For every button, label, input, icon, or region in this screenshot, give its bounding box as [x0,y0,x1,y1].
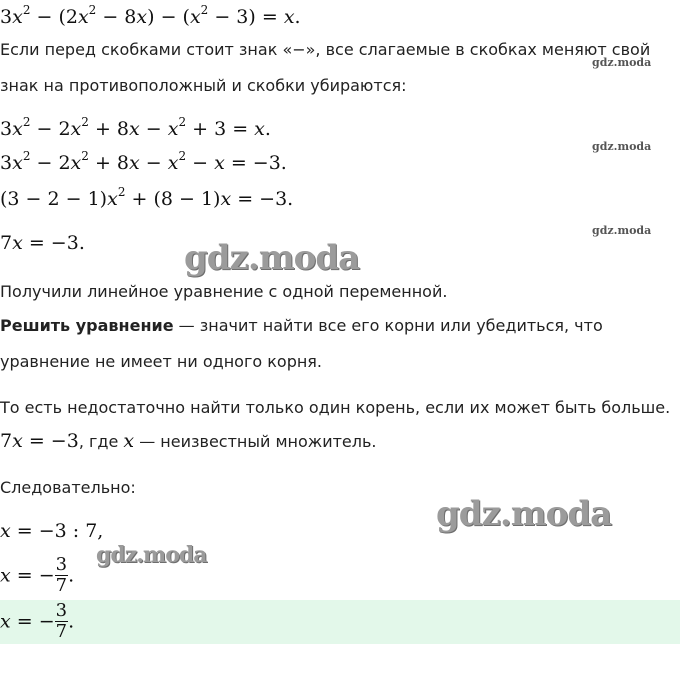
watermark-small-3: gdz.moda [592,224,652,237]
definition-text-1 [0,316,603,336]
answer-equation: x = − $\frac{3}{7}$ . [0,600,75,642]
fraction: $\frac{3}{7}$ [55,554,68,596]
equation-step-3: $(3 - 2 - 1)x^2 + (8 - 1)x = -3$. [0,184,294,210]
equation-original: $3x^2 - (2x^2 - 8x) - (x^2 - 3) = x$. [0,2,301,28]
watermark-medium: gdz.moda [96,542,207,568]
equation-step-2: $3x^2 - 2x^2 + 8x - x^2 - x = -3$. [0,148,287,174]
rule-text-1: Если перед скобками стоит знак «−», все слагаемые в скобках меняют свой [0,40,651,59]
explanation-text: То есть недостаточно найти только один корень, если их может быть больше. [0,398,671,417]
equation-fraction: x = − $\frac{3}{7}$ . [0,554,75,596]
therefore-text: Следовательно: [0,478,136,497]
watermark-large-2: gdz.moda [436,494,612,534]
watermark-small-1: gdz.moda [592,56,652,69]
definition-term: Решить уравнение [0,316,174,335]
unknown-factor-text: 7x = −3, где x — неизвестный множитель. [0,430,377,452]
equation-step-4: 7x = −3. [0,232,85,254]
watermark-large-1: gdz.moda [184,238,360,278]
rule-text-2: знак на противоположный и скобки убираются: [0,76,407,95]
answer-highlight [0,600,680,644]
equation-step-1: $3x^2 - 2x^2 + 8x - x^2 + 3 = x$. [0,114,271,140]
linear-equation-text: Получили линейное уравнение с одной переменной. [0,282,448,301]
definition-text-2: уравнение не имеет ни одного корня. [0,352,323,371]
watermark-small-2: gdz.moda [592,140,652,153]
answer-fraction: $\frac{3}{7}$ [55,600,68,642]
equation-division: x = −3 : 7, [0,520,104,542]
definition-rest: — значит найти все его корни или убедиться, что [173,316,603,335]
